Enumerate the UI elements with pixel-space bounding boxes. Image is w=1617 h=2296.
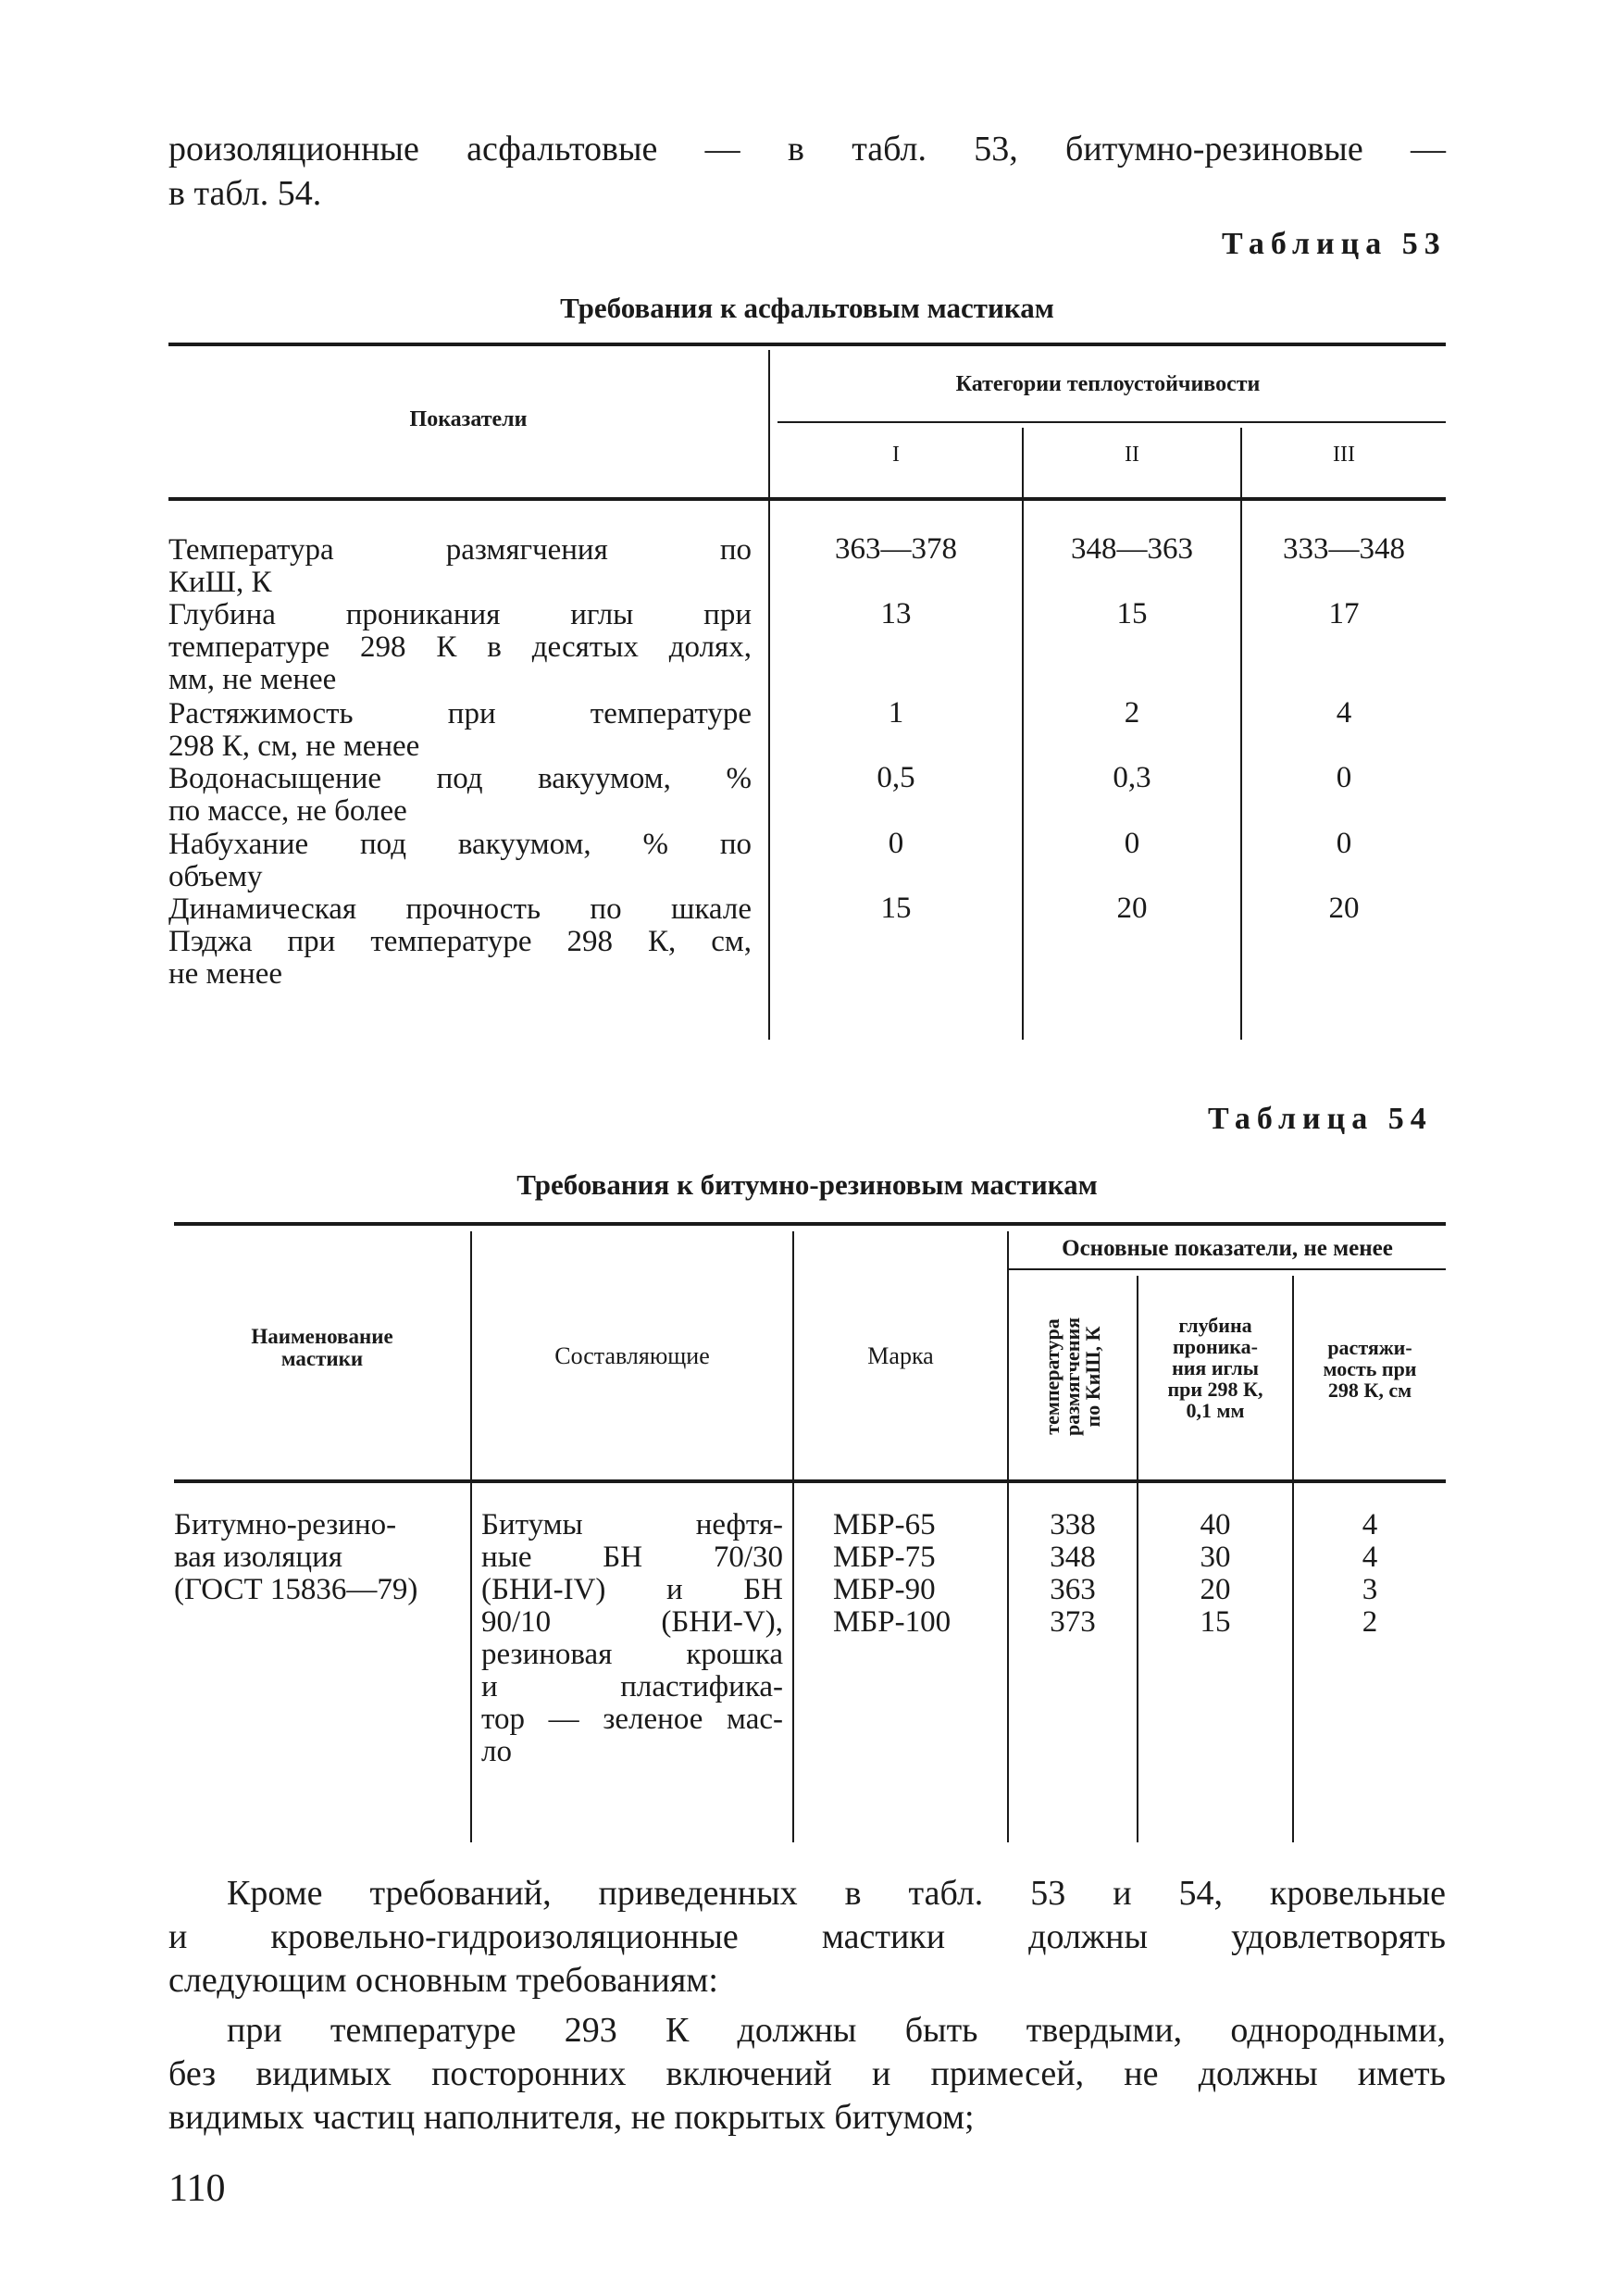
table-54-sub-penetration: при 298 К, xyxy=(1167,1378,1263,1401)
page-number: 110 xyxy=(168,2167,226,2210)
table-53-row-name: не менее xyxy=(168,957,283,991)
table-54-header-rule xyxy=(174,1479,1446,1483)
outro-p1-line: следующим основным требованиям: xyxy=(168,1961,718,2000)
table-53-value: 333—348 xyxy=(1283,532,1405,566)
table-53-value: 0 xyxy=(1124,827,1140,860)
table-54-elongation: 3 xyxy=(1362,1573,1378,1606)
table-53-category-3: III xyxy=(1333,443,1355,467)
table-53-row-name: температуре 298 К в десятых долях, xyxy=(168,630,752,664)
table-54-name-line: (ГОСТ 15836—79) xyxy=(174,1573,418,1606)
table-53-col-indicator: Показатели xyxy=(409,407,528,431)
table-53-row-name: объему xyxy=(168,860,263,893)
table-54-sub-softening-line: размягчения xyxy=(1061,1316,1084,1437)
outro-p1-line: Кроме требований, приведенных в табл. 53 и 54, кровельные xyxy=(227,1874,1446,1913)
table-53-top-rule xyxy=(168,343,1446,346)
table-53-value: 2 xyxy=(1124,696,1140,730)
table-54-components-line: тор — зеленое мас- xyxy=(481,1703,783,1736)
table-54-sub-penetration: глубина xyxy=(1178,1314,1252,1337)
table-54-mark: МБР-65 xyxy=(833,1508,936,1541)
table-53-value: 0 xyxy=(1336,761,1352,794)
table-53-value: 17 xyxy=(1328,597,1360,630)
outro-p2-line: без видимых посторонних включений и примесей, не должны иметь xyxy=(168,2054,1446,2093)
table-54-softening: 373 xyxy=(1050,1605,1096,1639)
intro-line-1: роизоляционные асфальтовые — в табл. 53, битумно-резиновые — xyxy=(168,130,1446,168)
table-53-row-name: Водонасыщение под вакуумом, % xyxy=(168,762,752,795)
table-54-components-line: 90/10 (БНИ-V), xyxy=(481,1605,783,1639)
table-53-value: 4 xyxy=(1336,696,1352,730)
table-54-sub-softening xyxy=(1009,1276,1137,1478)
table-53-title: Требования к асфальтовым мастикам xyxy=(560,292,1054,324)
table-53-value: 0,5 xyxy=(877,761,915,794)
table-54-top-rule xyxy=(174,1222,1446,1226)
table-54-components-line: ные БН 70/30 xyxy=(481,1541,783,1574)
table-53-row-name: Температура размягчения по xyxy=(168,533,752,567)
table-54-col-name: мастики xyxy=(280,1347,364,1370)
table-54-col-group: Основные показатели, не менее xyxy=(1062,1236,1393,1261)
table-54-sub-elongation: 298 К, см xyxy=(1327,1379,1412,1402)
table-54-mark: МБР-90 xyxy=(833,1573,936,1606)
table-53-value: 20 xyxy=(1116,892,1148,925)
table-54-mark: МБР-75 xyxy=(833,1541,936,1574)
table-53-value: 1 xyxy=(888,696,904,730)
table-53-row-name: 298 К, см, не менее xyxy=(168,730,420,763)
table-53-row-name: Набухание под вакуумом, % по xyxy=(168,828,752,861)
table-54-sub-penetration: 0,1 мм xyxy=(1186,1399,1245,1422)
table-53-value: 0 xyxy=(888,827,904,860)
table-53-value: 0,3 xyxy=(1113,761,1151,794)
table-53-category-1: I xyxy=(892,443,900,467)
table-54-penetration: 30 xyxy=(1200,1541,1231,1574)
table-53-value: 13 xyxy=(880,597,912,630)
table-54-col-mark: Марка xyxy=(867,1342,934,1369)
table-53-value: 15 xyxy=(1116,597,1148,630)
table-53-value: 0 xyxy=(1336,827,1352,860)
table-54-label: Таблица 54 xyxy=(1208,1102,1433,1136)
table-54-components-line: резиновая крошка xyxy=(481,1638,783,1671)
table-53-row-name: Растяжимость при температуре xyxy=(168,697,752,730)
table-54-sub-penetration: ния иглы xyxy=(1172,1356,1259,1379)
table-53-row-name: по массе, не более xyxy=(168,794,407,828)
table-53-row-name: Динамическая прочность по шкале xyxy=(168,892,752,926)
table-53-label: Таблица 53 xyxy=(1222,227,1447,261)
table-54-softening: 338 xyxy=(1050,1508,1096,1541)
table-54-penetration: 40 xyxy=(1200,1508,1231,1541)
table-54-sub-softening-line: по КиШ, К xyxy=(1081,1326,1104,1428)
table-54-col-components: Составляющие xyxy=(554,1342,710,1369)
table-53-value: 20 xyxy=(1328,892,1360,925)
table-53-row-name: КиШ, К xyxy=(168,566,272,599)
table-53-row-name: Пэджа при температуре 298 К, см, xyxy=(168,925,752,958)
table-54-title: Требования к битумно-резиновым мастикам xyxy=(516,1168,1098,1201)
table-54-elongation: 2 xyxy=(1362,1605,1378,1639)
outro-p2-line: видимых частиц наполнителя, не покрытых битумом; xyxy=(168,2098,975,2137)
table-54-penetration: 20 xyxy=(1200,1573,1231,1606)
table-54-sub-penetration: проника- xyxy=(1173,1335,1258,1358)
table-54-name-line: вая изоляция xyxy=(174,1541,342,1574)
table-54-softening: 363 xyxy=(1050,1573,1096,1606)
table-54-components-line: Битумы нефтя- xyxy=(481,1508,783,1541)
table-54-softening: 348 xyxy=(1050,1541,1096,1574)
table-54-elongation: 4 xyxy=(1362,1541,1378,1574)
table-54-elongation: 4 xyxy=(1362,1508,1378,1541)
intro-line-2: в табл. 54. xyxy=(168,174,322,213)
table-54-penetration: 15 xyxy=(1200,1605,1231,1639)
table-53-header-rule xyxy=(168,497,1446,501)
table-54-name-line: Битумно-резино- xyxy=(174,1508,397,1541)
table-53-row-name: мм, не менее xyxy=(168,663,337,696)
table-53-value: 15 xyxy=(880,892,912,925)
table-54-components-line: ло xyxy=(481,1735,512,1768)
table-54-sub-elongation: растяжи- xyxy=(1327,1336,1412,1359)
table-54-sub-elongation: мость при xyxy=(1323,1357,1417,1380)
table-54-components-line: (БНИ-IV) и БН xyxy=(481,1573,783,1606)
table-53-value: 363—378 xyxy=(835,532,957,566)
table-53-col-group: Категории теплоустойчивости xyxy=(955,372,1261,396)
table-54-col-name: Наименование xyxy=(251,1325,393,1348)
outro-p2-line: при температуре 293 К должны быть твердыми, однородными, xyxy=(227,2011,1446,2050)
table-53-category-2: II xyxy=(1125,443,1139,467)
table-54-components-line: и пластифика- xyxy=(481,1670,783,1703)
table-54-mark: МБР-100 xyxy=(833,1605,952,1639)
table-54-sub-softening-line: температура xyxy=(1040,1318,1063,1435)
table-53-row-name: Глубина проникания иглы при xyxy=(168,598,752,631)
outro-p1-line: и кровельно-гидроизоляционные мастики должны удовлетворять xyxy=(168,1917,1446,1956)
table-53-value: 348—363 xyxy=(1071,532,1193,566)
